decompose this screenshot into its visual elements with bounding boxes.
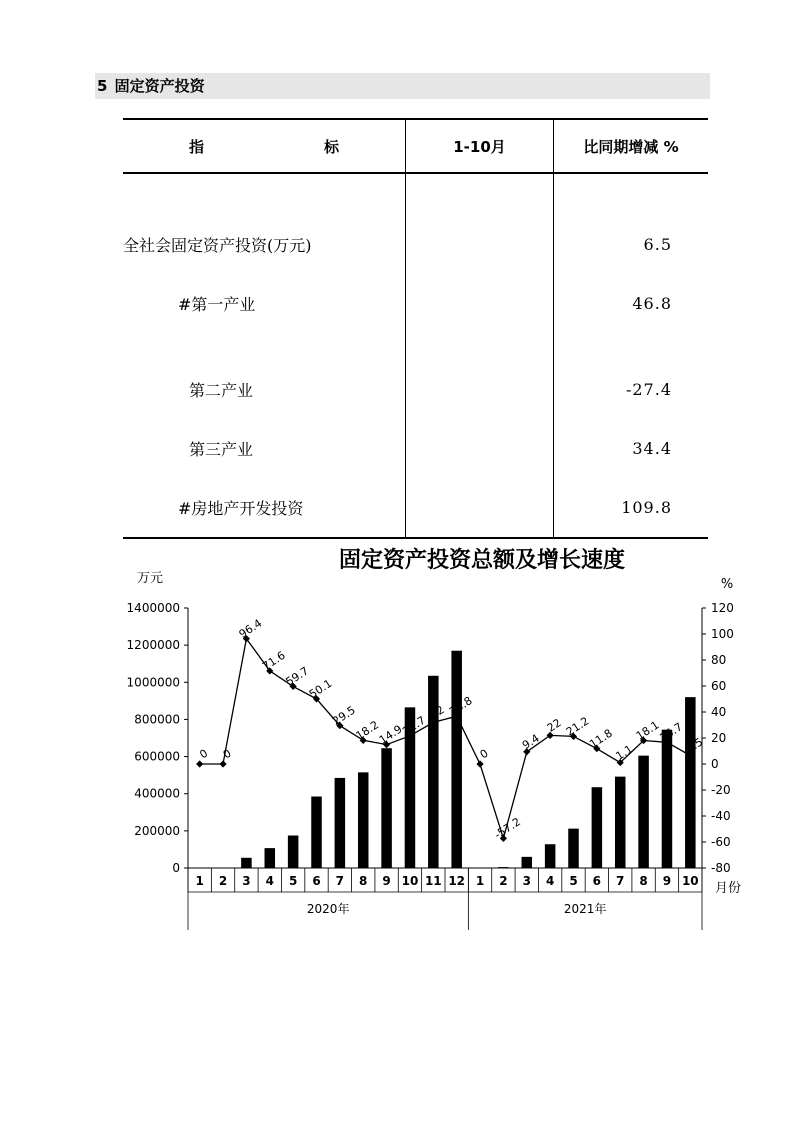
table-header-row <box>123 119 708 173</box>
bar <box>241 858 252 868</box>
growth-data-label: 0 <box>220 746 234 762</box>
x-tick-label: 7 <box>616 874 625 888</box>
y-right-tick-label: 60 <box>711 679 727 693</box>
header-indicator-a: 指 <box>189 137 205 156</box>
x-tick-label: 5 <box>288 874 298 888</box>
bar <box>311 797 322 869</box>
bar <box>522 857 533 868</box>
x-tick-label: 2 <box>218 874 228 888</box>
header-change: 比同期增减 % <box>554 119 709 173</box>
growth-data-label: 59.7 <box>283 664 312 689</box>
growth-data-label: 6.5 <box>683 735 706 756</box>
row-label: 第三产业 <box>189 440 254 459</box>
section-header <box>95 73 710 99</box>
y-right-tick-label: 120 <box>711 601 734 615</box>
group-label: 2020年 <box>306 902 350 916</box>
y-right-tick-label: 80 <box>711 653 727 667</box>
x-tick-label: 6 <box>592 874 602 888</box>
bar <box>451 651 462 868</box>
bar <box>498 867 509 868</box>
chart-title: 固定资产投资总额及增长速度 <box>338 548 626 573</box>
x-tick-label: 1 <box>475 874 485 888</box>
table-row <box>123 173 708 274</box>
y-left-tick-label: 600000 <box>134 749 180 764</box>
section-number: 5 <box>97 77 108 95</box>
group-label: 2021年 <box>563 902 607 916</box>
growth-data-label: 36.8 <box>446 694 475 719</box>
indicator-table <box>123 118 708 539</box>
growth-data-label: 9.4 <box>519 731 542 753</box>
bar <box>615 777 626 868</box>
bar <box>288 836 299 869</box>
header-indicator-b: 标 <box>323 137 339 156</box>
row-label: #第一产业 <box>178 295 256 314</box>
y-right-tick-label: -40 <box>711 809 731 823</box>
row-value: -27.4 <box>625 380 672 399</box>
bar <box>335 778 346 868</box>
growth-data-label: 11.8 <box>587 726 615 751</box>
bar <box>265 848 276 868</box>
bar <box>568 829 579 868</box>
growth-point <box>476 760 483 767</box>
table-row <box>123 360 708 419</box>
growth-point <box>219 760 226 767</box>
growth-data-label: 18.1 <box>633 718 662 743</box>
header-indicator <box>123 119 406 173</box>
y-left-tick-label: 1200000 <box>126 638 180 653</box>
row-value: 46.8 <box>632 294 672 313</box>
y-right-axis-label: % <box>720 577 734 592</box>
y-left-tick-label: 400000 <box>134 786 180 801</box>
x-tick-label: 8 <box>639 874 648 888</box>
y-right-tick-label: 0 <box>711 757 719 771</box>
x-tick-label: 9 <box>382 874 391 888</box>
y-left-tick-label: 1400000 <box>126 601 180 615</box>
table-row <box>123 274 708 360</box>
bar <box>685 697 696 868</box>
x-tick-label: 1 <box>195 874 204 888</box>
growth-data-label: 16.7 <box>657 720 685 745</box>
growth-data-label: 0 <box>197 746 211 762</box>
x-tick-label: 10 <box>681 874 699 888</box>
table-row <box>123 478 708 538</box>
growth-data-label: 22 <box>544 716 564 735</box>
y-right-tick-label: 40 <box>711 705 727 719</box>
growth-data-label: 50.1 <box>306 676 335 702</box>
y-left-axis-label: 万元 <box>136 571 164 586</box>
bar <box>638 756 649 868</box>
y-left-tick-label: 0 <box>172 861 180 875</box>
growth-data-label: 32 <box>428 703 447 722</box>
bar <box>545 844 556 868</box>
growth-data-label: 21.7 <box>400 713 428 738</box>
x-tick-label: 8 <box>359 874 368 888</box>
y-left-tick-label: 200000 <box>134 823 180 838</box>
x-tick-label: 4 <box>265 874 274 888</box>
y-right-tick-label: 20 <box>711 731 727 745</box>
x-tick-label: 6 <box>312 874 321 888</box>
row-value: 109.8 <box>554 478 709 538</box>
header-period: 1-10月 <box>406 119 554 173</box>
x-tick-label: 10 <box>401 874 419 888</box>
x-tick-label: 2 <box>499 874 508 888</box>
growth-data-label: 18.2 <box>353 718 382 743</box>
x-tick-label: 3 <box>522 874 531 888</box>
x-tick-label: 9 <box>662 874 672 888</box>
x-tick-label: 5 <box>569 874 578 888</box>
growth-data-label: -57.2 <box>492 815 523 842</box>
bar <box>662 730 673 868</box>
investment-chart <box>0 530 793 940</box>
x-tick-label: 7 <box>335 874 345 888</box>
growth-data-label: 1.1 <box>613 742 636 763</box>
x-tick-label: 12 <box>448 874 466 888</box>
growth-data-label: 0 <box>477 746 491 762</box>
growth-data-label: 29.5 <box>330 703 358 728</box>
x-tick-label: 3 <box>242 874 251 888</box>
growth-data-label: 96.4 <box>236 616 265 641</box>
growth-data-label: 71.6 <box>260 648 288 674</box>
row-label: #房地产开发投资 <box>123 478 406 538</box>
y-right-tick-label: -20 <box>711 783 731 797</box>
growth-point <box>196 760 203 767</box>
row-value: 6.5 <box>643 235 672 254</box>
bar <box>358 772 369 868</box>
growth-data-label: 14.9 <box>376 722 405 747</box>
bar <box>592 787 603 868</box>
x-tick-label: 11 <box>424 874 442 888</box>
x-unit-label: 月份 <box>714 881 742 896</box>
table-row <box>123 419 708 478</box>
row-label: 第二产业 <box>189 381 254 400</box>
y-right-tick-label: -60 <box>711 835 731 849</box>
growth-data-label: 21.2 <box>563 714 592 739</box>
bar <box>381 748 392 868</box>
y-left-tick-label: 800000 <box>134 712 180 727</box>
row-label: 全社会固定资产投资(万元) <box>123 236 312 255</box>
x-tick-label: 4 <box>545 874 555 888</box>
row-value: 34.4 <box>632 439 672 458</box>
y-left-tick-label: 1000000 <box>126 675 180 690</box>
y-right-tick-label: 100 <box>711 627 734 641</box>
section-title: 固定资产投资 <box>114 77 205 95</box>
y-right-tick-label: -80 <box>711 861 731 875</box>
